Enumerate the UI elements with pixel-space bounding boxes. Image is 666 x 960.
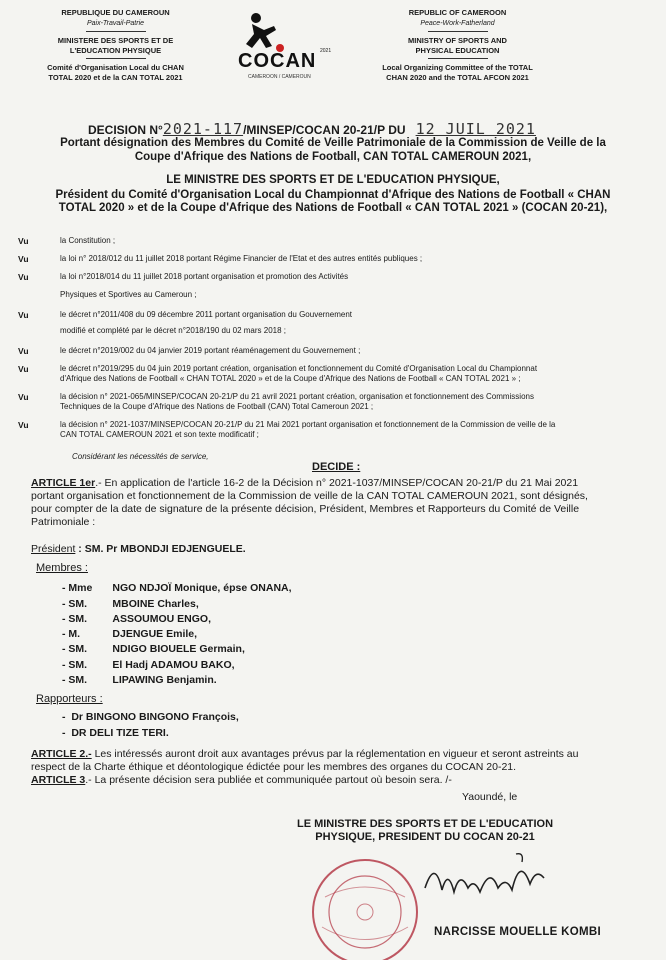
official-stamp-seal [300, 842, 430, 960]
ministry-fr-line2: L'EDUCATION PHYSIQUE [69, 46, 162, 55]
member-row: - SM. LIPAWING Benjamin. [62, 674, 217, 686]
divider [86, 31, 146, 32]
committee-en-line2: CHAN 2020 and the TOTAL AFCON 2021 [386, 73, 529, 82]
republic-fr: REPUBLIQUE DU CAMEROUN [61, 8, 170, 17]
minister-block [0, 174, 666, 216]
member-row: - SM. NDIGO BIOUELE Germain, [62, 643, 245, 655]
vu-text: d'Afrique des Nations de Football « CHAN TOTAL 2020 » et de la Coupe d'Afrique des Nations de Football « CAN TOTAL 2021 » ; [60, 374, 521, 383]
vu-text: la décision n° 2021-1037/MINSEP/COCAN 20-21/P du 21 Mai 2021 portant organisation et fonctionnement de la Commission de veille de la [60, 420, 556, 429]
article-1 [31, 477, 651, 529]
place-line: Yaoundé, le [462, 791, 518, 803]
member-row: - SM. ASSOUMOU ENGO, [62, 613, 212, 625]
signatory-name: NARCISSE MOUELLE KOMBI [434, 926, 601, 938]
article-1-line1: .- En application de l'article 16-2 de la Décision n° 2021-1037/MINSEP/COCAN 20-21/P du 21 Mai 2021 [95, 477, 579, 489]
rapporteur-row: - DR DELI TIZE TERI. [62, 727, 169, 739]
member-name: El Hadj ADAMOU BAKO, [112, 659, 235, 671]
committee-fr-line2: TOTAL 2020 et de la CAN TOTAL 2021 [48, 73, 183, 82]
vu-key: Vu [18, 420, 29, 430]
decision-number-line [88, 120, 536, 138]
member-name: MBOINE Charles, [112, 598, 199, 610]
member-name: NDIGO BIOUELE Germain, [112, 643, 245, 655]
vu-key: Vu [18, 272, 29, 282]
article-2-label: ARTICLE 2.- [31, 748, 92, 760]
article-1-line2: portant organisation et fonctionnement de la Commission de veille de la CAN TOTAL CAMEROUN 2021, sont désignés, [31, 490, 588, 502]
minister-line2: Président du Comité d'Organisation Local du Championnat d'Afrique des Nations de Football « CHAN [55, 188, 611, 201]
republic-en: REPUBLIC OF CAMEROON [408, 8, 507, 17]
member-row: - SM. El Hadj ADAMOU BAKO, [62, 659, 235, 671]
vu-key: Vu [18, 346, 29, 356]
vu-text: Physiques et Sportives au Cameroun ; [60, 290, 197, 299]
article-3-label: ARTICLE 3 [31, 774, 86, 786]
signatory-line1: LE MINISTRE DES SPORTS ET DE L'EDUCATION [296, 818, 554, 830]
divider [428, 58, 488, 59]
ministry-en-line2: PHYSICAL EDUCATION [415, 46, 500, 55]
member-row: - M. DJENGUE Emile, [62, 628, 198, 640]
member-title: SM. [68, 643, 88, 655]
vu-text: modifié et complété par le décret n°2018/190 du 02 mars 2018 ; [60, 326, 287, 335]
decision-ref: /MINSEP/COCAN 20-21/P DU [243, 123, 406, 137]
vu-text: Techniques de la Coupe d'Afrique des Nations de Football (CAN) Total Cameroun 2021 ; [60, 402, 374, 411]
article-2-line1: Les intéressés auront droit aux avantages prévus par la réglementation en vigueur et seront astreints au [91, 748, 579, 760]
member-title: SM. [68, 659, 88, 671]
vu-key: Vu [18, 310, 29, 320]
minister-line1: LE MINISTRE DES SPORTS ET DE L'EDUCATION PHYSIQUE, [166, 174, 500, 186]
vu-key: Vu [18, 236, 29, 246]
member-name: LIPAWING Benjamin. [112, 674, 217, 686]
vu-text: le décret n°2019/295 du 04 juin 2019 portant création, organisation et fonctionnement du Comité d'Organisation Local du Championnat [60, 364, 538, 373]
member-row: - Mme NGO NDJOÏ Monique, épse ONANA, [62, 582, 292, 594]
president-line [31, 543, 651, 556]
motto-fr: Paix-Travail-Patrie [86, 20, 145, 27]
committee-en-line1: Local Organizing Committee of the TOTAL [382, 63, 533, 72]
vu-text: la loi n°2018/014 du 11 juillet 2018 portant organisation et promotion des Activités [60, 272, 349, 281]
ministry-fr-line1: MINISTERE DES SPORTS ET DE [57, 36, 174, 45]
header-right [370, 8, 545, 83]
member-title: SM. [68, 613, 88, 625]
member-row: - SM. MBOINE Charles, [62, 598, 199, 610]
article-1-line4: Patrimoniale : [31, 516, 96, 528]
subject-line1: Portant désignation des Membres du Comité de Veille Patrimoniale de la Commission de Veille de la [60, 137, 606, 149]
article-3-text: .- La présente décision sera publiée et communiquée partout où besoin sera. /- [85, 774, 452, 786]
rapporteurs-label: Rapporteurs : [36, 693, 103, 705]
member-name: ASSOUMOU ENGO, [112, 613, 212, 625]
divider [86, 58, 146, 59]
ministry-en-line1: MINISTRY OF SPORTS AND [408, 36, 507, 45]
membres-label: Membres : [36, 562, 88, 574]
article-2 [31, 748, 651, 787]
committee-fr-line1: Comité d'Organisation Local du CHAN [47, 63, 184, 72]
handwritten-signature [420, 848, 560, 918]
vu-text: la Constitution ; [60, 236, 116, 245]
minister-line3: TOTAL 2020 » et de la Coupe d'Afrique des Nations de Football « CAN TOTAL 2021 » (COCAN 20-21), [58, 202, 608, 214]
vu-key: Vu [18, 254, 29, 264]
rapporteur-row: - Dr BINGONO BINGONO François, [62, 711, 239, 723]
member-title: SM. [68, 674, 88, 686]
logo-year: 2021 [320, 48, 332, 54]
member-name: NGO NDJOÏ Monique, épse ONANA, [112, 582, 292, 594]
member-title: SM. [68, 598, 88, 610]
article-1-line3: pour compter de la date de signature de la présente décision, Président, Membres et Rapporteurs du Comité de Veille [31, 503, 580, 515]
president-name: : SM. Pr MBONDJI EDJENGUELE. [78, 543, 246, 555]
motto-en: Peace-Work-Fatherland [420, 20, 495, 27]
decision-number: 2021-117 [162, 120, 244, 138]
cocan-logo [228, 8, 338, 88]
member-title: Mme [68, 582, 93, 594]
decision-date: 12 JUIL 2021 [415, 120, 536, 138]
subject-line2: Coupe d'Afrique des Nations de Football, CAN TOTAL CAMEROUN 2021, [134, 150, 532, 163]
logo-wordmark: COCAN [238, 50, 317, 72]
signatory-line2: PHYSIQUE, PRESIDENT DU COCAN 20-21 [315, 831, 535, 843]
logo-tagline: CAMEROON / CAMEROUN [248, 74, 311, 80]
header-left [28, 8, 203, 83]
vu-key: Vu [18, 364, 29, 374]
president-label: Président [31, 543, 76, 555]
rapporteur-name: DR DELI TIZE TERI. [71, 727, 169, 739]
decision-prefix: DECISION N° [88, 123, 163, 137]
decision-subject [0, 137, 666, 164]
vu-text: la décision n° 2021-065/MINSEP/COCAN 20-21/P du 21 avril 2021 portant création, organisation et fonctionnement des Commissions [60, 392, 534, 401]
rapporteur-name: Dr BINGONO BINGONO François, [71, 711, 239, 723]
vu-text: la loi n° 2018/012 du 11 juillet 2018 portant Régime Financier de l'Etat et des autres entités publiques ; [60, 254, 423, 263]
vu-text: CAN TOTAL CAMEROUN 2021 et son texte modificatif ; [60, 430, 259, 439]
considerant-line: Considérant les nécessités de service, [72, 452, 209, 461]
article-2-line2: respect de la Charte éthique et déontologique édictée pour les membres des organes du COCAN 20-21. [31, 761, 517, 773]
vu-text: le décret n°2019/002 du 04 janvier 2019 portant réaménagement du Gouvernement ; [60, 346, 361, 355]
vu-key: Vu [18, 392, 29, 402]
article-1-label: ARTICLE 1er [31, 477, 96, 489]
vu-item [18, 272, 658, 299]
divider [428, 31, 488, 32]
decide-heading: DECIDE : [312, 461, 361, 473]
member-title: M. [68, 628, 81, 640]
vu-text: le décret n°2011/408 du 09 décembre 2011 portant organisation du Gouvernement [60, 310, 352, 319]
member-name: DJENGUE Emile, [112, 628, 198, 640]
signatory-title [280, 818, 570, 844]
